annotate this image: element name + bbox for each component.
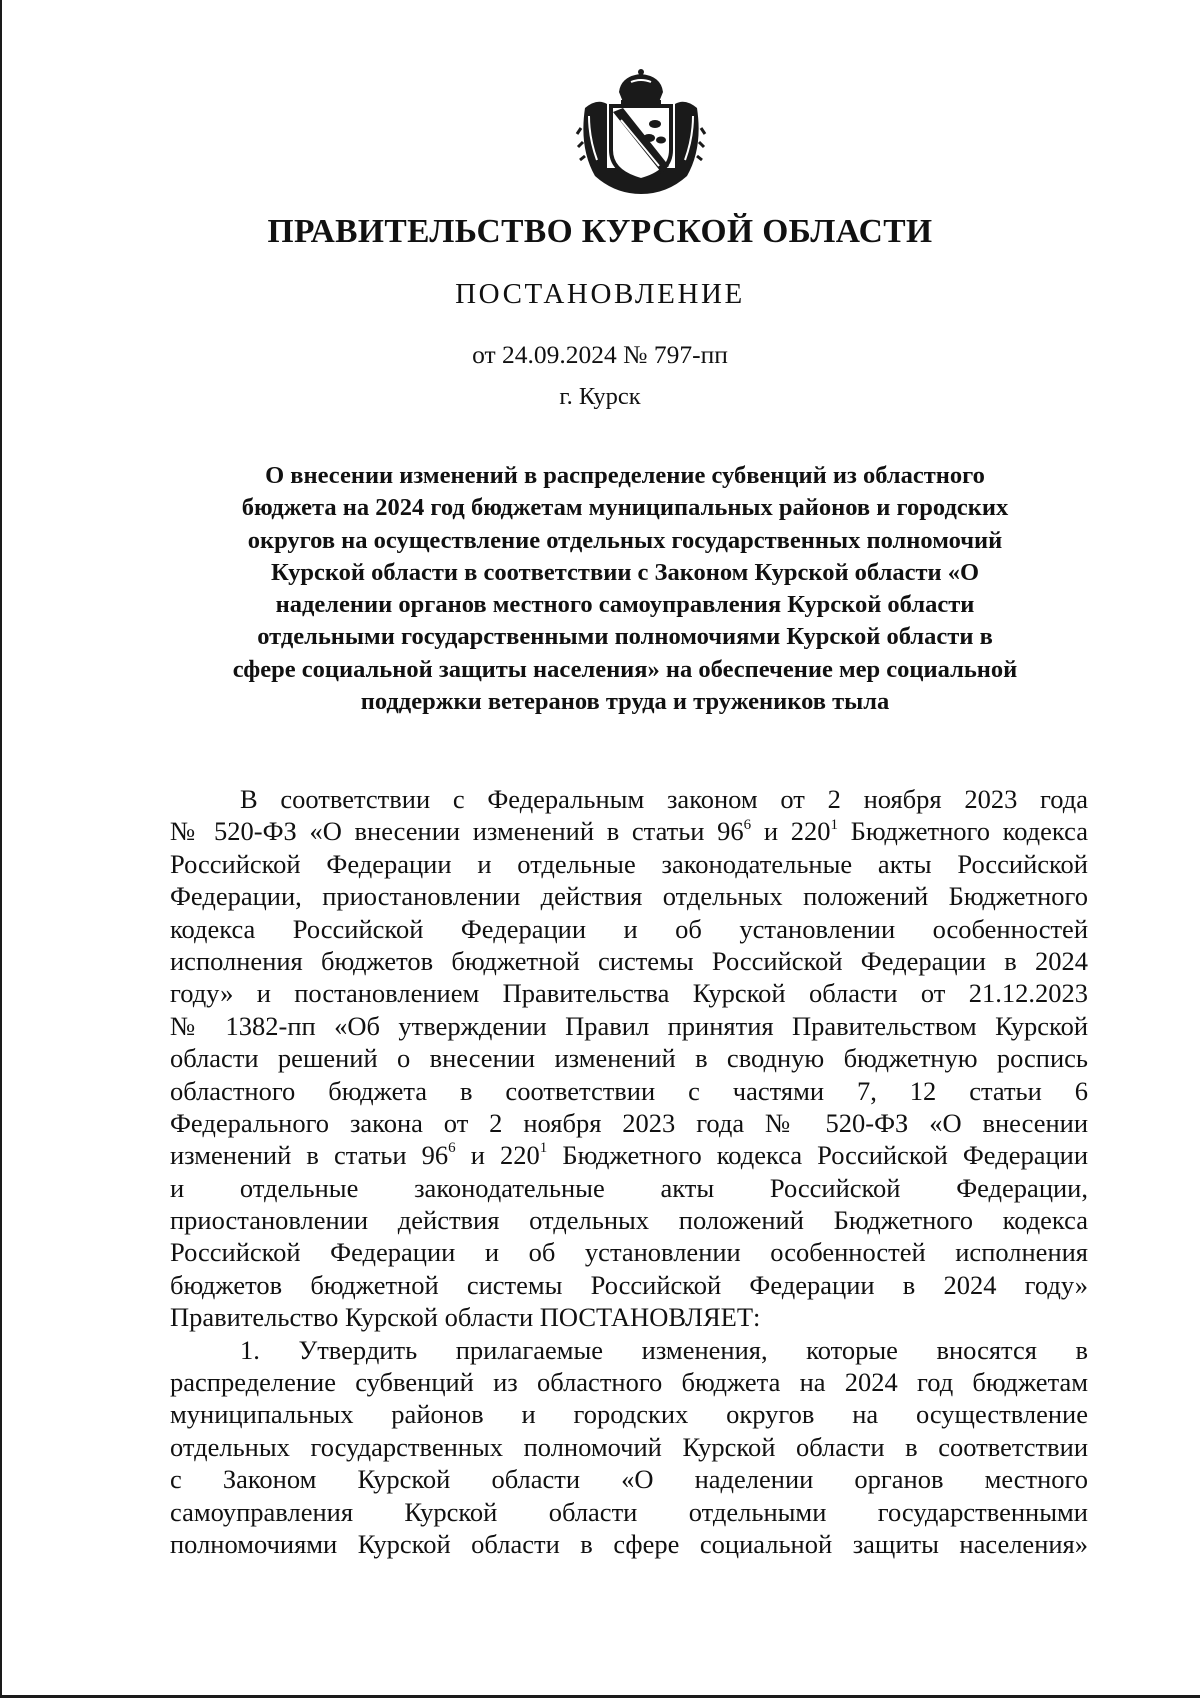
heading-line: Курской области в соответствии с Законом Курской области «О bbox=[270, 558, 980, 586]
body-line: областного бюджета в соответствии с частями 7, 12 статьи 6 bbox=[170, 1075, 1088, 1106]
body-text: и 220 bbox=[751, 816, 831, 847]
body-line: 1. Утвердить прилагаемые изменения, которые вносятся в bbox=[240, 1334, 1088, 1365]
document-city: г. Курск bbox=[559, 383, 641, 410]
scan-left-edge bbox=[0, 0, 2, 1698]
body-line: области решений о внесении изменений в сводную бюджетную роспись bbox=[170, 1043, 1088, 1074]
body-line: В соответствии с Федеральным законом от 2 ноября 2023 года bbox=[240, 784, 1088, 814]
body-text: № 520-ФЗ «О внесении изменений в статьи 96 bbox=[170, 816, 744, 847]
body-line: кодекса Российской Федерации и об установлении особенностей bbox=[170, 913, 1088, 944]
body-text: Бюджетного кодекса bbox=[837, 816, 1088, 847]
heading-line: О внесении изменений в распределение субвенций из областного bbox=[265, 462, 985, 489]
body-line: Федерального закона от 2 ноября 2023 года № 520-ФЗ «О внесении bbox=[170, 1107, 1088, 1138]
body-line: № 1382-пп «Об утверждении Правил принятия Правительством Курской bbox=[170, 1010, 1088, 1041]
body-text: изменений в статьи 96 bbox=[170, 1140, 449, 1171]
document-type: ПОСТАНОВЛЕНИЕ bbox=[455, 278, 745, 310]
body-line bbox=[170, 815, 1088, 847]
body-line: Российской Федерации и об установлении особенностей исполнения bbox=[170, 1237, 1088, 1268]
superscript: 6 bbox=[448, 1140, 456, 1157]
heading-line: поддержки ветеранов труда и тружеников тыла bbox=[360, 688, 890, 716]
body-line: полномочиями Курской области в сфере социальной защиты населения» bbox=[170, 1528, 1088, 1559]
body-text: и 220 bbox=[455, 1140, 540, 1171]
body-line: исполнения бюджетов бюджетной системы Российской Федерации в 2024 bbox=[170, 945, 1088, 976]
body-line: самоуправления Курской области отдельными государственными bbox=[170, 1496, 1088, 1527]
superscript: 6 bbox=[743, 816, 752, 833]
heading-line: отдельными государственными полномочиями Курской области в bbox=[257, 623, 993, 651]
document-date-number: от 24.09.2024 № 797-пп bbox=[472, 340, 728, 369]
government-title: ПРАВИТЕЛЬСТВО КУРСКОЙ ОБЛАСТИ bbox=[267, 213, 933, 250]
body-line: приостановлении действия отдельных положений Бюджетного кодекса bbox=[170, 1205, 1088, 1236]
heading-line: наделении органов местного самоуправления Курской области bbox=[275, 591, 975, 619]
body-line bbox=[170, 1139, 1088, 1171]
heading-line: округов на осуществление отдельных государственных полномочий bbox=[247, 526, 1003, 554]
body-line: с Законом Курской области «О наделении органов местного bbox=[170, 1464, 1088, 1495]
body-line: году» и постановлением Правительства Курской области от 21.12.2023 bbox=[170, 978, 1088, 1009]
body-line: и отдельные законодательные акты Российской Федерации, bbox=[170, 1172, 1088, 1203]
body-line: распределение субвенций из областного бюджета на 2024 год бюджетам bbox=[170, 1367, 1088, 1398]
heading-line: бюджета на 2024 год бюджетам муниципальных районов и городских bbox=[241, 494, 1009, 522]
body-line: Российской Федерации и отдельные законодательные акты Российской bbox=[170, 848, 1088, 879]
document-body bbox=[170, 783, 1088, 1560]
body-line: Правительство Курской области ПОСТАНОВЛЯЕТ: bbox=[170, 1302, 761, 1333]
kursk-coat-of-arms-emblem bbox=[575, 68, 707, 196]
body-line: отдельных государственных полномочий Курской области в соответствии bbox=[170, 1431, 1088, 1462]
body-line: бюджетов бюджетной системы Российской Федерации в 2024 году» bbox=[170, 1269, 1088, 1300]
body-line: Федерации, приостановлении действия отдельных положений Бюджетного bbox=[170, 881, 1088, 912]
superscript: 1 bbox=[539, 1140, 548, 1157]
heading-line: сфере социальной защиты населения» на обеспечение мер социальной bbox=[232, 655, 1018, 683]
body-text: Бюджетного кодекса Российской Федерации bbox=[547, 1140, 1089, 1171]
superscript: 1 bbox=[830, 816, 838, 833]
document-heading bbox=[168, 460, 1082, 718]
body-line: муниципальных районов и городских округов на осуществление bbox=[170, 1399, 1088, 1430]
